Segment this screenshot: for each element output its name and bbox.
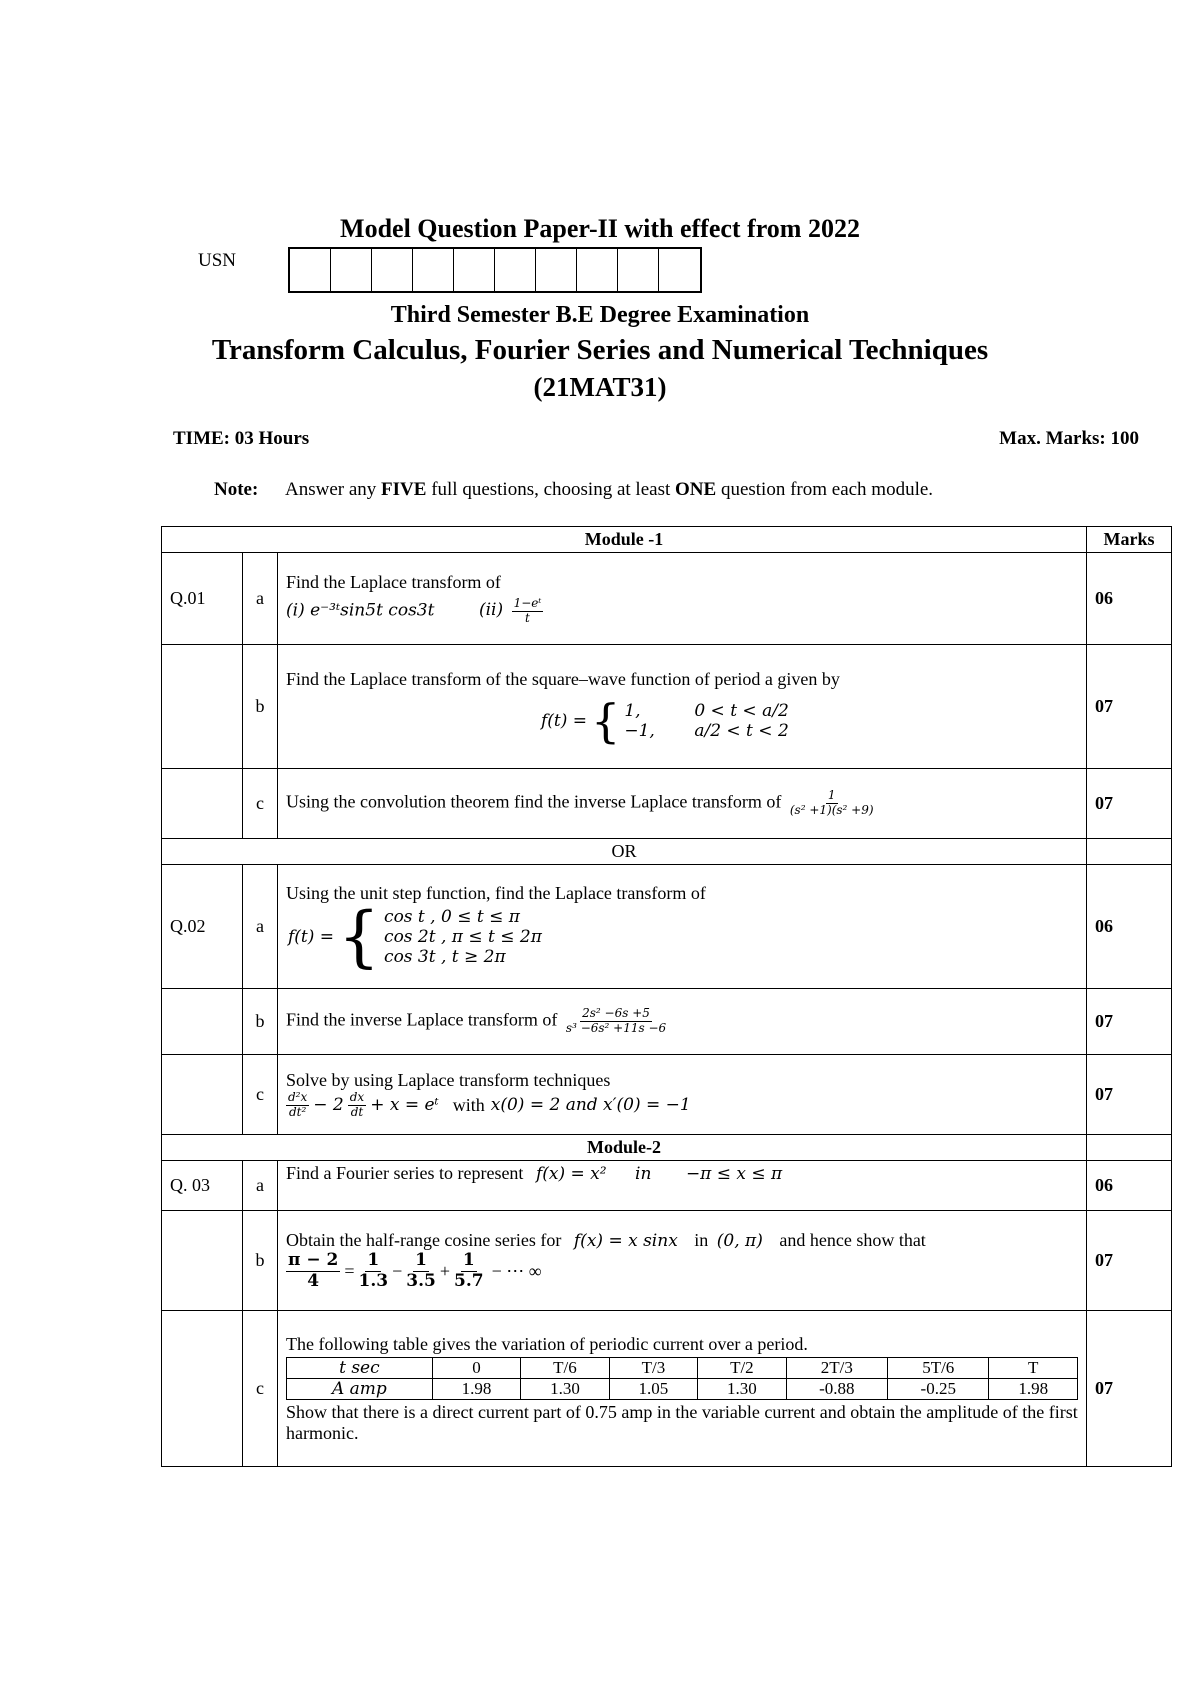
question-text — [278, 769, 1087, 839]
question-text — [278, 1161, 1087, 1211]
question-prompt: Find the inverse Laplace transform of — [286, 1009, 558, 1030]
time-row — [287, 1357, 1078, 1378]
question-marks: 06 — [1087, 553, 1172, 645]
question-row — [162, 1161, 1172, 1211]
sub-question-letter: c — [243, 1311, 278, 1467]
sub-question-letter: a — [243, 865, 278, 989]
usn-digit-box[interactable] — [495, 249, 536, 291]
function-expression: f(x) = x² — [535, 1164, 607, 1184]
question-marks: 07 — [1087, 1211, 1172, 1311]
semester-heading: Third Semester B.E Degree Examination — [390, 302, 810, 328]
usn-digit-box[interactable] — [413, 249, 454, 291]
amplitude-row — [287, 1378, 1078, 1399]
question-prompt: Find the Laplace transform of — [286, 571, 501, 592]
note-text: Answer any FIVE full questions, choosing at least ONE question from each module. — [285, 479, 934, 500]
piecewise-function: f(t) = { cos t , 0 ≤ t ≤ π cos 2t , π ≤ t ≤ 2π cos 3t , t ≥ 2π — [288, 898, 542, 975]
marks-column-header: Marks — [1087, 527, 1172, 553]
left-brace: { — [338, 898, 381, 975]
question-text — [278, 1055, 1087, 1135]
question-number: Q.01 — [162, 553, 243, 645]
amplitude-cell: 1.30 — [698, 1378, 786, 1399]
question-text — [278, 645, 1087, 769]
amplitude-label: A amp — [287, 1378, 433, 1399]
function-expression: f(x) = x sinx — [573, 1230, 678, 1251]
sub-question-letter: c — [243, 1055, 278, 1135]
usn-digit-box[interactable] — [331, 249, 372, 291]
usn-digit-box[interactable] — [618, 249, 659, 291]
piecewise-function: f(t) = { 1, 0 < t < a/2 −1, a/2 < t < 2 — [541, 694, 789, 748]
or-divider: OR — [162, 839, 1087, 865]
question-text — [278, 989, 1087, 1055]
sub-question-letter: b — [243, 645, 278, 769]
module-1-heading: Module -1 — [162, 527, 1087, 553]
question-number: Q.02 — [162, 865, 243, 989]
usn-digit-box[interactable] — [536, 249, 577, 291]
question-text: Obtain the half-range cosine series for f(x) = x sinx in (0, π) and hence show that $\frac{\pi - 2}{4}$ = $\frac{1}{1.3}$ − $\frac{1}{3.5}$ + $\frac{1}{5.7}$ − ⋯ ∞ — [278, 1211, 1087, 1311]
question-row — [162, 989, 1172, 1055]
time-cell: 5T/6 — [888, 1357, 989, 1378]
question-marks: 06 — [1087, 865, 1172, 989]
expression-ii-label: (ii) — [478, 600, 504, 621]
fraction: $\frac{\text{2s² −6s +5}}{\text{s³ −6s² +11s −6}}$ — [565, 1006, 667, 1035]
question-row — [162, 1211, 1172, 1311]
question-marks: 06 — [1087, 1161, 1172, 1211]
sub-question-letter: b — [243, 989, 278, 1055]
current-data-table — [286, 1357, 1078, 1400]
in-keyword: in — [635, 1164, 652, 1184]
usn-boxes — [288, 247, 702, 293]
amplitude-cell: 1.98 — [989, 1378, 1078, 1399]
subject-heading: Transform Calculus, Fourier Series and Numerical Techniques — [211, 334, 989, 366]
subject-code: (21MAT31) — [533, 372, 667, 402]
paper-title: Model Question Paper-II with effect from 2022 — [340, 214, 860, 243]
usn-digit-box[interactable] — [577, 249, 618, 291]
question-row — [162, 553, 1172, 645]
usn-digit-box[interactable] — [454, 249, 495, 291]
exam-time: TIME: 03 Hours — [173, 428, 310, 449]
note-label: Note: — [214, 479, 259, 500]
time-cell: T — [989, 1357, 1078, 1378]
amplitude-cell: -0.25 — [888, 1378, 989, 1399]
expression-i: (i) e⁻³ᵗsin5t cos3t — [286, 600, 435, 621]
max-marks: Max. Marks: 100 — [999, 428, 1139, 449]
usn-digit-box[interactable] — [290, 249, 331, 291]
question-text — [278, 553, 1087, 645]
usn-digit-box[interactable] — [659, 249, 700, 291]
sub-question-letter: b — [243, 1211, 278, 1311]
usn-digit-box[interactable] — [372, 249, 413, 291]
question-tail: Show that there is a direct current part of 0.75 amp in the variable current and obtain the amplitude of the first harmonic. — [286, 1401, 1078, 1443]
time-cell: 2T/3 — [786, 1357, 887, 1378]
left-brace: { — [591, 694, 621, 748]
question-marks: 07 — [1087, 1311, 1172, 1467]
question-prompt: Using the convolution theorem find the inverse Laplace transform of — [286, 791, 782, 812]
question-text — [278, 1311, 1087, 1467]
fraction: $\frac{1}{\text{(s² +1)(s² +9)}}$ — [789, 788, 874, 817]
range-expression: −π ≤ x ≤ π — [685, 1164, 783, 1184]
time-cell: T/6 — [521, 1357, 609, 1378]
amplitude-cell: 1.05 — [609, 1378, 697, 1399]
series-identity: $\frac{\pi - 2}{4}$ = $\frac{1}{1.3}$ − $\frac{1}{3.5}$ + $\frac{1}{5.7}$ − ⋯ ∞ — [288, 1249, 542, 1291]
sub-question-letter: a — [243, 553, 278, 645]
question-marks: 07 — [1087, 1055, 1172, 1135]
question-row — [162, 1311, 1172, 1467]
question-row — [162, 645, 1172, 769]
expression-ii-fraction: $\frac{\text{1−eᵗ}}{t}$ — [513, 595, 542, 625]
usn-label: USN — [198, 250, 237, 271]
question-prompt: Using the unit step function, find the Laplace transform of — [286, 883, 706, 903]
module-2-heading: Module-2 — [162, 1135, 1087, 1161]
question-marks: 07 — [1087, 769, 1172, 839]
question-marks: 07 — [1087, 989, 1172, 1055]
question-prompt: The following table gives the variation of periodic current over a period. — [286, 1333, 808, 1354]
differential-equation: $\frac{\text{d²x}}{\text{dt²}}$ − 2 $\frac{dx}{dt}$ + x = eᵗ with x(0) = 2 and x′(0) = −1 — [288, 1089, 691, 1119]
question-marks: 07 — [1087, 645, 1172, 769]
question-row — [162, 1055, 1172, 1135]
time-label: t sec — [287, 1357, 433, 1378]
question-prompt: Find a Fourier series to represent — [286, 1163, 524, 1183]
amplitude-cell: -0.88 — [786, 1378, 887, 1399]
amplitude-cell: 1.30 — [521, 1378, 609, 1399]
sub-question-letter: c — [243, 769, 278, 839]
question-prompt: Obtain the half-range cosine series for — [286, 1229, 562, 1250]
sub-question-letter: a — [243, 1161, 278, 1211]
time-cell: T/2 — [698, 1357, 786, 1378]
question-number: Q. 03 — [162, 1161, 243, 1211]
question-text — [278, 865, 1087, 989]
interval-expression: (0, π) — [716, 1230, 763, 1251]
question-prompt: Find the Laplace transform of the square–wave function of period a given by — [286, 669, 840, 689]
question-row — [162, 865, 1172, 989]
time-cell: 0 — [432, 1357, 520, 1378]
question-row — [162, 769, 1172, 839]
time-cell: T/3 — [609, 1357, 697, 1378]
amplitude-cell: 1.98 — [432, 1378, 520, 1399]
question-prompt: Solve by using Laplace transform techniques — [286, 1069, 611, 1090]
question-table — [161, 526, 1172, 1467]
